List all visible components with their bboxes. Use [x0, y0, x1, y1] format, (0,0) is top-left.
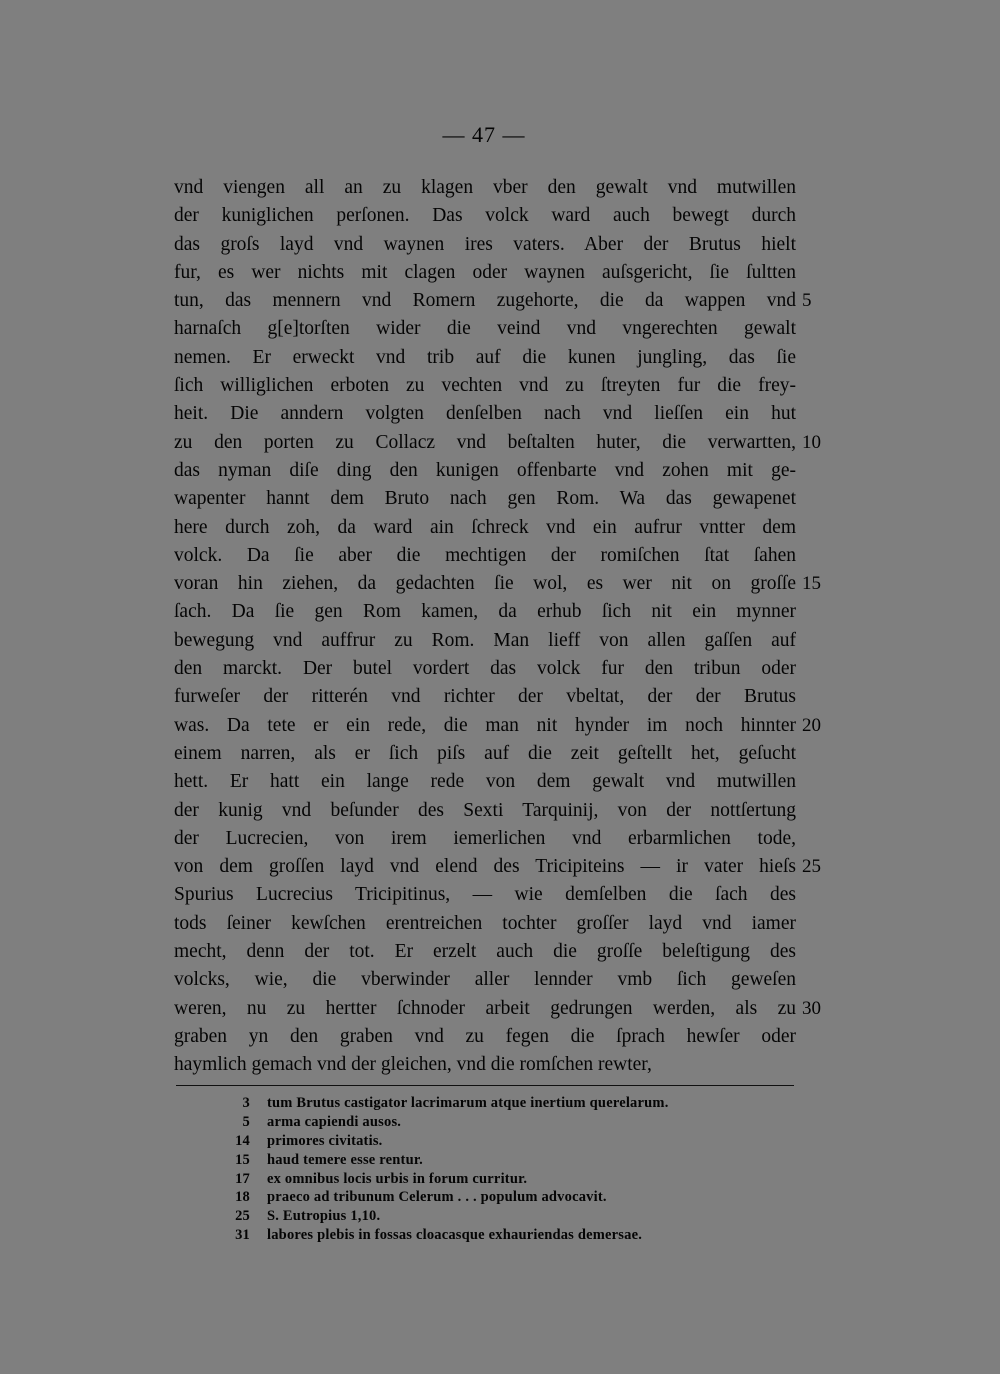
- text-line: [174, 938, 796, 966]
- text-line-content: graben yn den graben vnd zu fegen die ſprach hewſer oder: [174, 1025, 796, 1047]
- text-line: [174, 485, 796, 513]
- main-text-block: [174, 174, 821, 1080]
- footnotes-block: [218, 1094, 778, 1245]
- text-line: [174, 1023, 796, 1051]
- text-line-content: das groſs layd vnd waynen ires vaters. Aber der Brutus hielt: [174, 233, 796, 255]
- line-number: 10: [802, 431, 821, 453]
- footnote: [218, 1226, 778, 1245]
- line-number: 25: [802, 856, 821, 878]
- text-line: [174, 797, 796, 825]
- text-line: [174, 825, 796, 853]
- text-line-content: tods ſeiner kewſchen erentreichen tochter groſſer layd vnd iamer: [174, 912, 796, 934]
- page-number: — 47 —: [442, 122, 526, 147]
- text-line: [174, 287, 812, 315]
- text-line: [174, 768, 796, 796]
- footnote: [218, 1113, 778, 1132]
- footnote: [218, 1188, 778, 1207]
- text-line-content: den marckt. Der butel vordert das volck fur den tribun oder: [174, 658, 796, 680]
- footnote-text: labores plebis in fossas cloacasque exhauriendas demersae.: [267, 1227, 643, 1244]
- text-line: [174, 514, 796, 542]
- text-line-content: ſach. Da ſie gen Rom kamen, da erhub ſich nit ein mynner: [174, 601, 796, 623]
- text-line: [174, 627, 796, 655]
- text-line-content: der kunig vnd beſunder des Sexti Tarquinij, von der nottſertung: [174, 799, 796, 821]
- footnote-number: 17: [235, 1170, 250, 1187]
- line-number: 15: [802, 573, 821, 595]
- footnote-text: tum Brutus castigator lacrimarum atque inertium querelarum.: [267, 1095, 669, 1111]
- text-line: [174, 457, 796, 485]
- text-line: [174, 344, 796, 372]
- text-line: [174, 542, 796, 570]
- text-line-content: Spurius Lucrecius Tricipitinus, — wie demſelben die ſach des: [174, 884, 796, 906]
- line-number: 30: [802, 997, 821, 1019]
- text-line-content: das nyman diſe ding den kunigen offenbarte vnd zohen mit ge-: [174, 459, 796, 481]
- text-line-content: fur, es wer nichts mit clagen oder waynen auſsgericht, ſie ſultten: [174, 261, 796, 283]
- text-line-content: weren, nu zu hertter ſchnoder arbeit gedrungen werden, als zu: [174, 997, 796, 1019]
- text-line: [174, 740, 796, 768]
- footnote: [218, 1170, 778, 1189]
- text-line: [174, 315, 796, 343]
- text-line-content: harnaſch g[e]torſten wider die veind vnd vngerechten gewalt: [174, 318, 796, 340]
- footnote-divider: [176, 1085, 794, 1086]
- text-line: [174, 372, 796, 400]
- footnote-text: S. Eutropius 1,10.: [267, 1208, 381, 1225]
- text-line-content: hett. Er hatt ein lange rede von dem gewalt vnd mutwillen: [174, 771, 796, 793]
- footnote: [218, 1132, 778, 1151]
- text-line: [174, 202, 796, 230]
- text-line-content: mecht, denn der tot. Er erzelt auch die groſſe beleſtigung des: [174, 941, 796, 963]
- text-line: [174, 598, 796, 626]
- footnote-text: praeco ad tribunum Celerum . . . populum advocavit.: [267, 1189, 607, 1206]
- text-line-content: von dem groſſen layd vnd elend des Tricipiteins — ir vater hieſs: [174, 856, 796, 878]
- text-line-content: here durch zoh, da ward ain ſchreck vnd ein aufrur vntter dem: [174, 516, 796, 538]
- text-line-content: nemen. Er erweckt vnd trib auf die kunen jungling, das ſie: [174, 346, 796, 368]
- text-line-content: furweſer der ritterén vnd richter der vbeltat, der der Brutus: [174, 686, 796, 708]
- footnote-number: 15: [235, 1151, 250, 1168]
- text-line-content: zu den porten zu Collacz vnd beſtalten huter, die verwartten,: [174, 431, 796, 453]
- text-line-content: haymlich gemach vnd der gleichen, vnd die romſchen rewter,: [174, 1054, 652, 1076]
- text-line-content: volck. Da ſie aber die mechtigen der romiſchen ſtat ſahen: [174, 544, 796, 566]
- footnote-text: arma capiendi ausos.: [267, 1113, 402, 1130]
- text-line: [174, 853, 821, 881]
- text-line-content: der Lucrecien, von irem iemerlichen vnd erbarmlichen tode,: [174, 827, 796, 849]
- footnote-text: haud temere esse rentur.: [267, 1151, 423, 1168]
- footnote-number: 25: [235, 1208, 250, 1225]
- text-line: [174, 231, 796, 259]
- text-line: [174, 429, 821, 457]
- line-number: 5: [802, 290, 812, 312]
- text-line: [174, 570, 821, 598]
- text-line-content: volcks, wie, die vberwinder aller lennder vmb ſich geweſen: [174, 969, 796, 991]
- line-number: 20: [802, 714, 821, 736]
- footnote-text: ex omnibus locis urbis in forum curritur.: [267, 1170, 528, 1187]
- text-line: [174, 910, 796, 938]
- footnote-number: 5: [242, 1113, 250, 1130]
- footnote: [218, 1151, 778, 1170]
- footnote-number: 3: [242, 1095, 250, 1111]
- text-line: [174, 400, 796, 428]
- text-line-content: bewegung vnd auffrur zu Rom. Man lieff von allen gaſſen auf: [174, 629, 796, 651]
- text-line: [174, 655, 796, 683]
- footnote-number: 14: [235, 1132, 250, 1149]
- text-line-content: einem narren, als er ſich piſs auf die zeit geſtellt het, geſucht: [174, 742, 796, 764]
- footnote-number: 18: [235, 1189, 250, 1206]
- text-line: [174, 966, 796, 994]
- text-line: [174, 683, 796, 711]
- footnote-text: primores civitatis.: [267, 1132, 383, 1149]
- footnote: [218, 1207, 778, 1226]
- text-line-content: der kuniglichen perſonen. Das volck ward auch bewegt durch: [174, 205, 796, 227]
- text-line: [174, 995, 821, 1023]
- text-line: [174, 174, 796, 202]
- text-line-content: tun, das mennern vnd Romern zugehorte, die da wappen vnd: [174, 290, 796, 312]
- text-line-content: vnd viengen all an zu klagen vber den gewalt vnd mutwillen: [174, 177, 796, 198]
- footnote: [218, 1094, 778, 1113]
- text-line: [174, 1051, 796, 1079]
- text-line: [174, 881, 796, 909]
- text-line-content: voran hin ziehen, da gedachten ſie wol, es wer nit on groſſe: [174, 573, 796, 595]
- text-line-content: wapenter hannt dem Bruto nach gen Rom. Wa das gewapenet: [174, 488, 796, 510]
- text-line-content: heit. Die anndern volgten denſelben nach vnd lieſſen ein hut: [174, 403, 796, 425]
- footnote-number: 31: [235, 1227, 250, 1244]
- text-line: [174, 712, 821, 740]
- text-line: [174, 259, 796, 287]
- text-line-content: was. Da tete er ein rede, die man nit hynder im noch hinnter: [174, 714, 796, 736]
- text-line-content: ſich williglichen erboten zu vechten vnd zu ſtreyten fur die frey-: [174, 375, 796, 397]
